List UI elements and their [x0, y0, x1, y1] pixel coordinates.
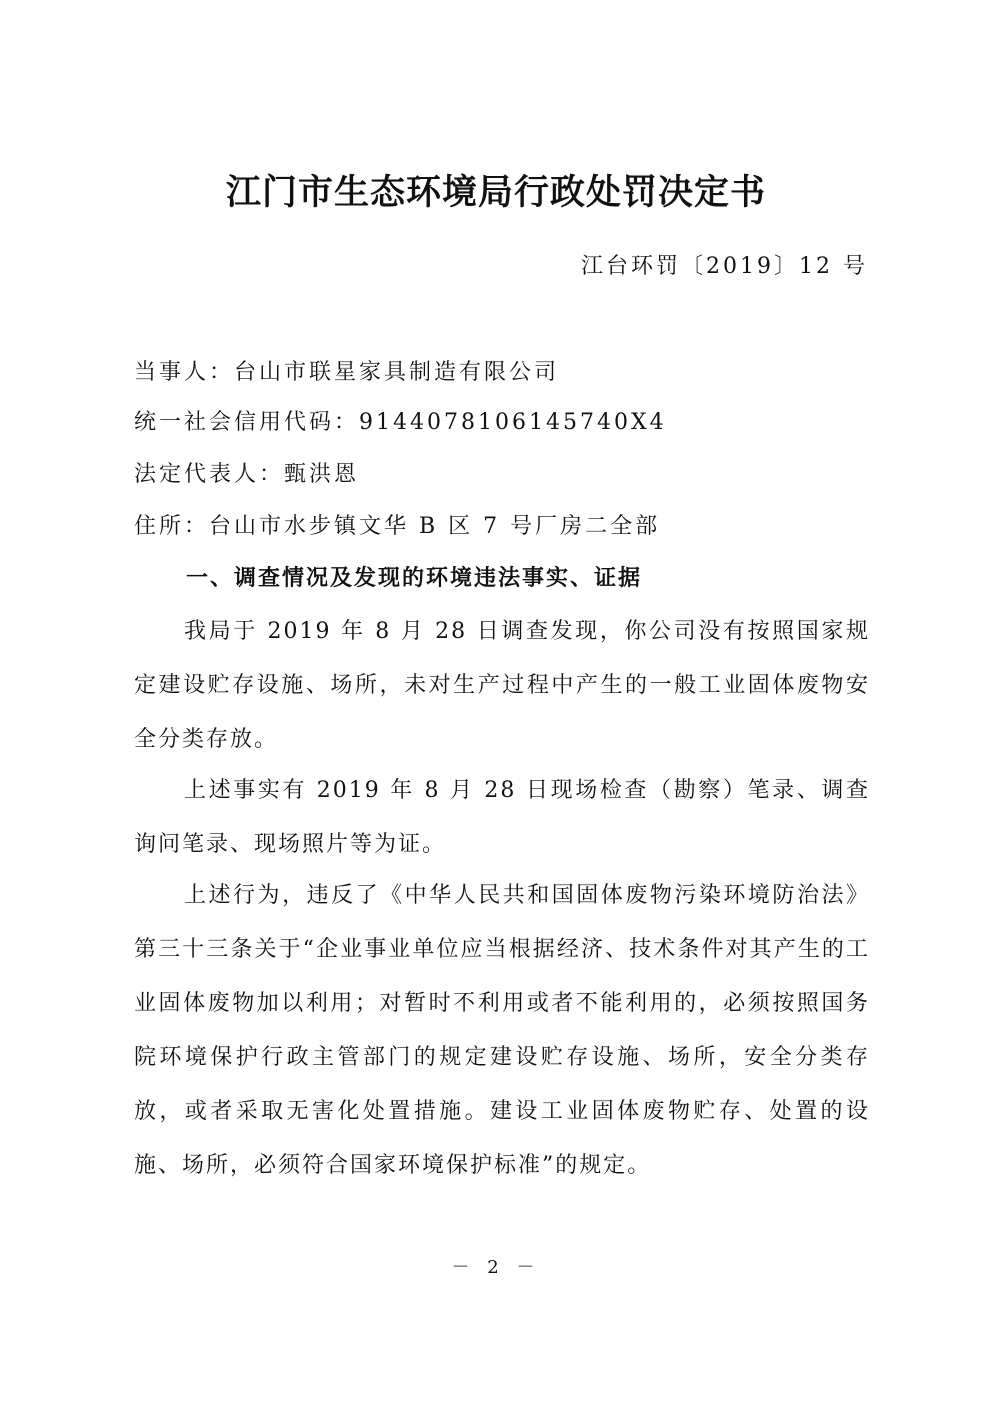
party-name-line: 当事人：台山市联星家具制造有限公司: [134, 360, 560, 385]
section-heading: 一、调查情况及发现的环境违法事实、证据: [186, 566, 643, 591]
paragraph-violation: 上述行为，违反了《中华人民共和国固体废物污染环境防治法》第三十三条关于“企业事业单位应当根据经济、技术条件对其产生的工业固体废物加以利用；对暂时不利用或者不能利用的，必须按照国务院环境保护行政主管部门的规定建设贮存设施、场所，安全分类存放，或者采取无害化处置措施。建设工业固体废物贮存、处置的设施、场所，必须符合国家环境保护标准”的规定。: [134, 883, 870, 1178]
paragraph-findings: 我局于 2019 年 8 月 28 日调查发现，你公司没有按照国家规定建设贮存设施、场所，未对生产过程中产生的一般工业固体废物安全分类存放。: [134, 619, 870, 752]
document-number: 江台环罚〔2019〕12 号: [581, 254, 868, 279]
page-number: － 2 －: [451, 1257, 541, 1278]
document-title: 江门市生态环境局行政处罚决定书: [225, 173, 766, 213]
paragraph-evidence: 上述事实有 2019 年 8 月 28 日现场检查（勘察）笔录、调查询问笔录、现场照片等为证。: [134, 778, 870, 857]
address-line: 住所：台山市水步镇文华 B 区 7 号厂房二全部: [134, 514, 661, 539]
credit-code-line: 统一社会信用代码：9144078106145740X4: [134, 410, 667, 435]
legal-representative-line: 法定代表人：甄洪恩: [134, 462, 360, 487]
